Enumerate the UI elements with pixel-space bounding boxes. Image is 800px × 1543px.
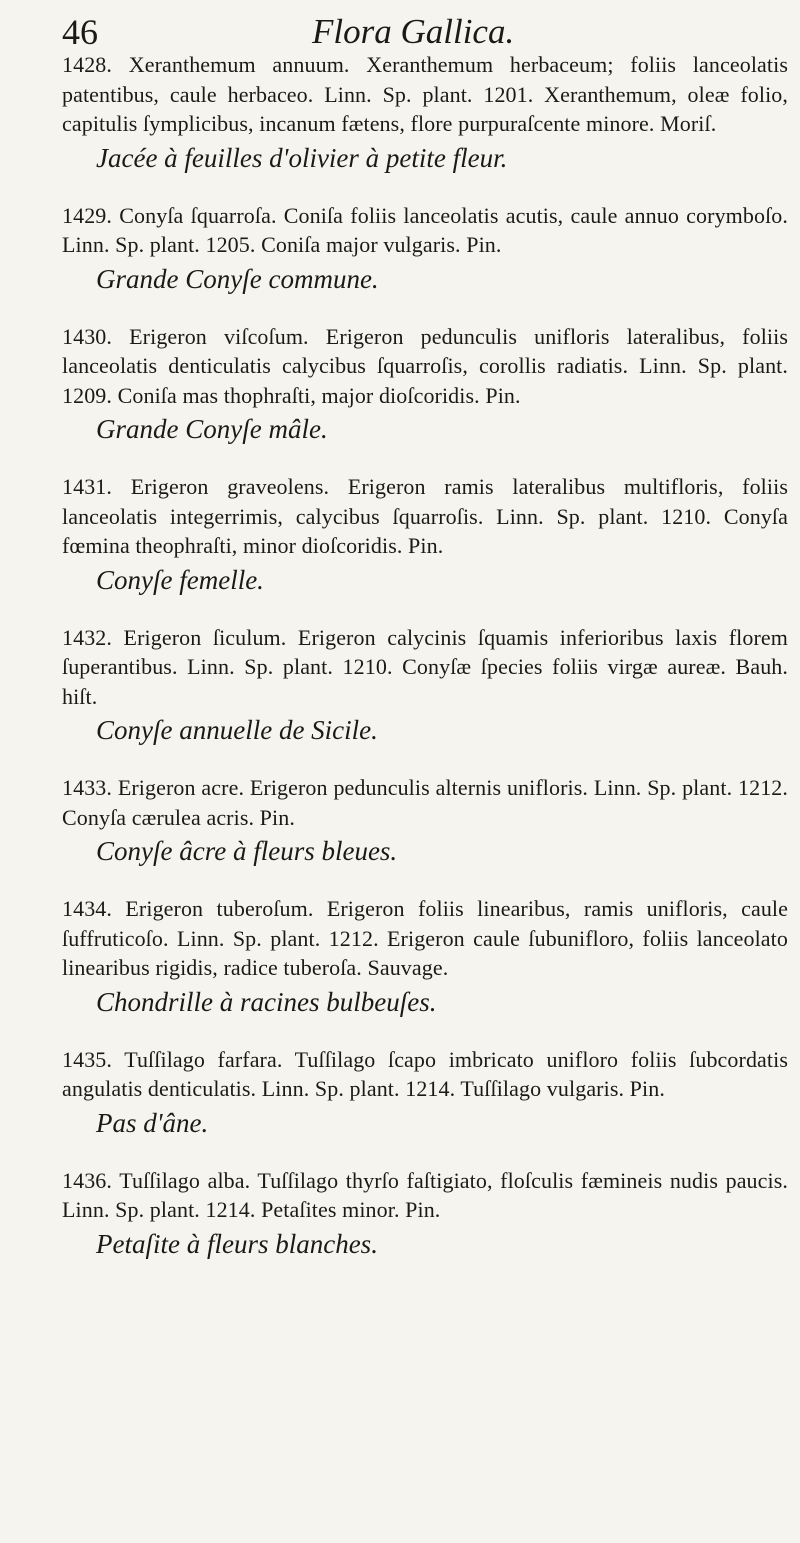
entry-number: 1435. [62,1046,112,1072]
latin-text: Xeranthemum annuum. Xeranthemum herbaceum; foliis lanceolatis patentibus, caule herbaceo. Linn. Sp. plant. 1201. Xeranthemum, oleæ folio, capitulis ſymplicibus, incanum fætens, flore purpuraſcente minore. Moriſ. [62,52,788,136]
species-entry [62,1045,788,1140]
entry-number: 1430. [62,323,112,349]
french-common-name: Conyſe annuelle de Sicile. [96,715,378,745]
species-entry [62,894,788,1019]
latin-description [62,201,788,260]
page-header [62,10,782,54]
entry-number: 1429. [62,202,112,228]
latin-description [62,322,788,411]
latin-description [62,623,788,712]
entry-number: 1434. [62,896,112,921]
running-title: Flora Gallica. [312,12,515,51]
latin-text: Conyſa ſquarroſa. Coniſa foliis lanceolatis acutis, caule annuo corymboſo. Linn. Sp. plant. 1205. Coniſa major vulgaris. Pin. [62,202,788,257]
entry-number: 1433. [62,775,112,800]
french-common-name: Jacée à feuilles d'olivier à petite fleur. [96,142,508,173]
latin-description [62,1166,788,1225]
latin-text: Erigeron ſiculum. Erigeron calycinis ſquamis inferioribus laxis florem ſuperantibus. Linn. Sp. plant. 1210. Conyſæ ſpecies foliis virgæ aureæ. Bauh. hiſt. [62,624,788,709]
latin-description [62,894,788,983]
species-entry [62,472,788,597]
entry-number: 1432. [62,624,112,650]
species-entry [62,773,788,868]
latin-text: Erigeron tuberoſum. Erigeron foliis linearibus, ramis unifloris, caule ſuffruticoſo. Linn. Sp. plant. 1212. Erigeron caule ſubunifloro, foliis lanceolato linearibus rigidis, radice tuberoſa. Sauvage. [62,896,788,980]
french-common-name: Pas d'âne. [96,1107,209,1138]
species-entry [62,322,788,447]
entry-number: 1428. [62,52,112,77]
french-common-name: Conyſe femelle. [96,564,264,595]
latin-text: Erigeron graveolens. Erigeron ramis lateralibus multifloris, foliis lanceolatis integerrimis, calycibus ſquarroſis. Linn. Sp. plant. 1210. Conyſa fœmina theophraſti, minor dioſcoridis. Pin. [62,474,788,558]
french-common-name: Petaſite à fleurs blanches. [96,1228,378,1259]
species-entry [62,50,788,175]
species-list [62,50,788,1261]
entry-number: 1436. [62,1167,112,1193]
page-number: 46 [62,12,98,52]
latin-description [62,1045,788,1104]
latin-description [62,50,788,139]
latin-text: Erigeron viſcoſum. Erigeron pedunculis unifloris lateralibus, foliis lanceolatis denticulatis calycibus ſquarroſis, corollis radiatis. Linn. Sp. plant. 1209. Coniſa mas thophraſti, major dioſcoridis. Pin. [62,323,788,408]
french-common-name: Chondrille à racines bulbeuſes. [96,986,437,1017]
latin-text: Erigeron acre. Erigeron pedunculis alternis unifloris. Linn. Sp. plant. 1212. Conyſa cærulea acris. Pin. [62,775,788,830]
latin-description [62,472,788,561]
latin-text: Tuſſilago alba. Tuſſilago thyrſo faſtigiato, floſculis fæmineis nudis paucis. Linn. Sp. plant. 1214. Petaſites minor. Pin. [62,1167,788,1222]
latin-description [62,773,788,832]
species-entry [62,623,788,748]
french-common-name: Conyſe âcre à fleurs bleues. [96,836,398,866]
latin-text: Tuſſilago farfara. Tuſſilago ſcapo imbricato unifloro foliis ſubcordatis angulatis denticulatis. Linn. Sp. plant. 1214. Tuſſilago vulgaris. Pin. [62,1046,788,1101]
entry-number: 1431. [62,474,112,499]
french-common-name: Grande Conyſe commune. [96,263,379,294]
species-entry [62,1166,788,1261]
species-entry [62,201,788,296]
french-common-name: Grande Conyſe mâle. [96,414,328,444]
